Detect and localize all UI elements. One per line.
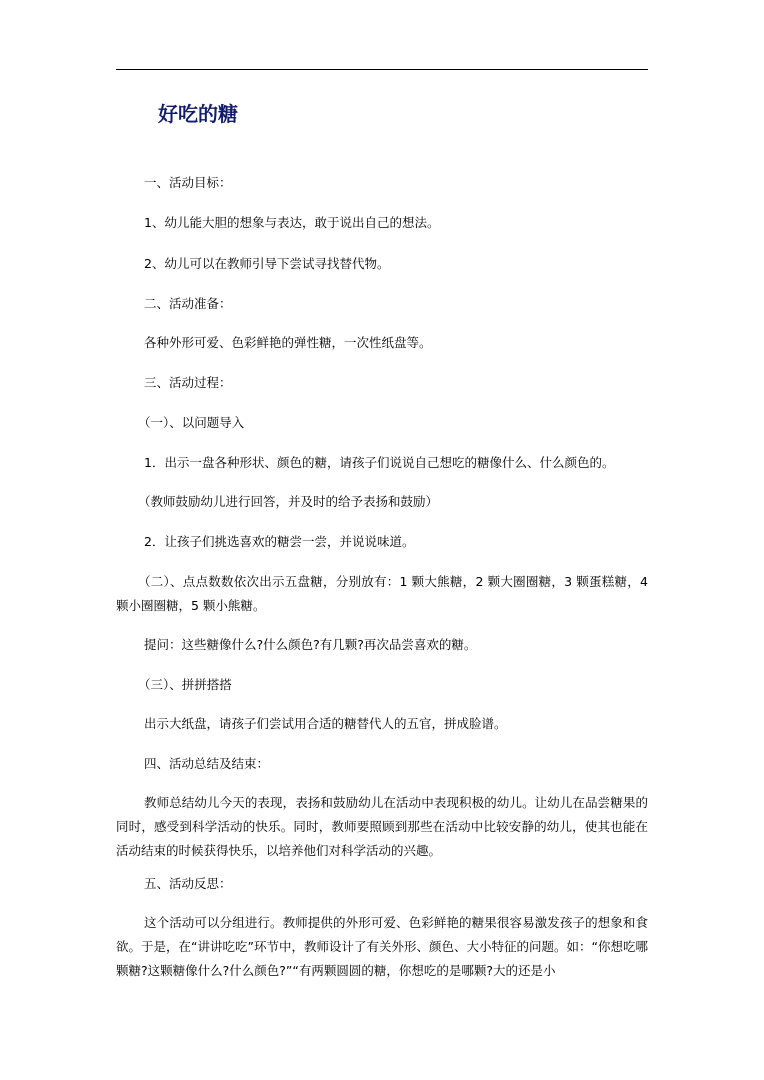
paragraph: 各种外形可爱、色彩鲜艳的弹性糖，一次性纸盘等。 [144, 335, 432, 350]
section-heading-goals: 一、活动目标： [144, 175, 232, 190]
header-rule [116, 69, 648, 70]
paragraph: 提问：这些糖像什么?什么颜色?有几颗?再次品尝喜欢的糖。 [144, 637, 477, 652]
paragraph: 2．让孩子们挑选喜欢的糖尝一尝，并说说味道。 [144, 534, 415, 549]
paragraph: 出示大纸盘，请孩子们尝试用合适的糖替代人的五官，拼成脸谱。 [144, 716, 507, 731]
paragraph: （二）、点点数数依次出示五盘糖，分别放有：1 颗大熊糖，2 颗大圈圈糖，3 颗蛋糕糖，4 颗小圈圈糖，5 颗小熊糖。 [116, 574, 648, 613]
paragraph: 2、幼儿可以在教师引导下尝试寻找替代物。 [144, 256, 390, 271]
document-title: 好吃的糖 [158, 102, 238, 126]
paragraph: 1．出示一盘各种形状、颜色的糖，请孩子们说说自己想吃的糖像什么、什么颜色的。 [144, 455, 615, 470]
paragraph: 教师总结幼儿今天的表现，表扬和鼓励幼儿在活动中表现积极的幼儿。让幼儿在品尝糖果的同时，感受到科学活动的快乐。同时，教师要照顾到那些在活动中比较安静的幼儿，使其也能在活动结束的时候获得快乐，以培养他们对科学活动的兴趣。 [116, 795, 648, 858]
section-heading-process: 三、活动过程： [144, 375, 232, 390]
section-heading-prep: 二、活动准备： [144, 296, 232, 311]
subsection-heading: （一）、以问题导入 [138, 415, 245, 430]
section-heading-summary: 四、活动总结及结束： [144, 756, 270, 771]
paragraph: （教师鼓励幼儿进行回答，并及时的给予表扬和鼓励） [138, 494, 439, 509]
paragraph: 1、幼儿能大胆的想象与表达，敢于说出自己的想法。 [144, 215, 440, 230]
subsection-heading: （三）、拼拼搭搭 [138, 677, 232, 692]
paragraph: 这个活动可以分组进行。教师提供的外形可爱、色彩鲜艳的糖果很容易激发孩子的想象和食欲。于是，在“讲讲吃吃”环节中，教师设计了有关外形、颜色、大小特征的问题。如：“你想吃哪颗糖?这颗糖像什么?什么颜色?”“有两颗圆圆的糖，你想吃的是哪颗?大的还是小 [116, 915, 648, 978]
section-heading-reflection: 五、活动反思： [144, 876, 232, 891]
